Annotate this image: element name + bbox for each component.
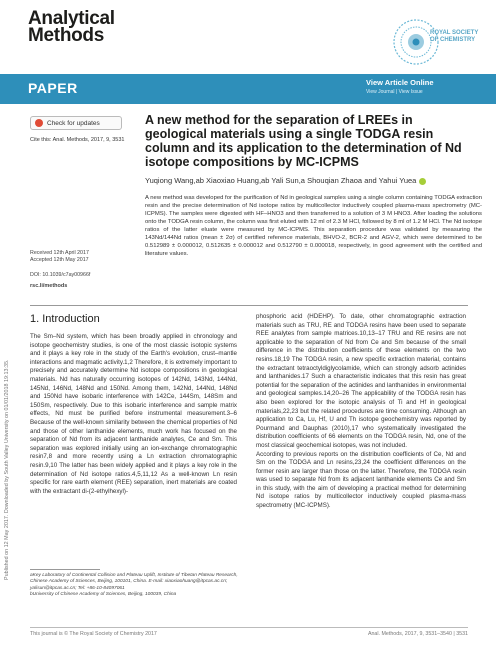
rsc-wordmark — [430, 30, 490, 44]
section-divider — [30, 305, 468, 306]
accepted-date: Accepted 12th May 2017 — [30, 257, 89, 263]
citation: Cite this: Anal. Methods, 2017, 9, 3531 — [30, 137, 125, 143]
download-watermark-text: Published on 12 May 2017. Downloaded by South Valley University on 01/01/2018 19:13:35. — [4, 359, 10, 580]
introduction-heading: 1. Introduction — [30, 313, 100, 325]
footnote-a: aKey Laboratory of Continental Collision and Plateau Uplift, Institute of Tibetan Plateau Research, Chinese Academy of Sciences, Beijing, 100101, China. E-mail: xiaoxiaohuang@itpcas.ac.cn; yalisun@itpcas.ac.cn; Tel: +86-10-84097061 — [30, 573, 238, 591]
body-column-right: phosphoric acid (HDEHP). To date, other chromatographic extraction materials such as TRU, RE and TODGA resins have been used to separate REE analytes from sample matrices.10,13–17 TRU and RE resins are not applicable to the separation of Nd from Ce and Sm because of the small difference in the distribution coefficients of these elements on the two resins.18,19 The TODGA resin, a new specific extraction material, contains the extractant tetraoctyldiglycolamide, which can strongly adsorb actinides and lanthanides.17 Such a characteristic indicates that this resin has great potential for the separation of the actinides and lanthanides in environmental and geological samples.14,20–26 The applicability of the TODGA resin has also been explored for the isotopic analysis of Ti and Hf in geological materials,22,23 but the related procedures are time consuming. Although an application to Ca, Lu, Hf, U and Th isotope geochemistry was reported by Pourmand and Dauphas (2010),17 who systematically investigated the distribution coefficients of 66 elements on the TODGA resin, Nd, one of the most classical geochemical isotopes, was not included. According to previous reports on the distribution coefficients of Ce, Nd and Sm on the TODGA and Ln resins,23,24 the coefficient differences on the former resin are larger than those on the latter. Therefore, the TODGA resin was used to separate Nd from its adjacent lanthanide elements Ce and Sm in this study, with the aim of developing a practical method for determining Nd isotope ratios by multicollector inductively coupled plasma-mass spectrometry (MC-ICPMS). — [256, 313, 466, 510]
footer-rule — [30, 627, 468, 628]
body-column-left: The Sm–Nd system, which has been broadly applied in chronology and isotope geochemistry studies, is one of the most classic isotopic systems and it plays a key role in the study of the Earth's evolution, crust–mantle interactions and magmatic activity.1,2 Therefore, it is extremely important to precisely and accurately determine Nd isotope compositions in geological materials. Nd has naturally occurring isotopes of 142Nd, 143Nd, 144Nd, 145Nd, 146Nd, 148Nd and 150Nd. Among them, 142Nd, 144Nd, 148Nd and 150Nd have isobaric interference with 142Ce, 144Sm, 148Sm and 150Sm, respectively. Due to this isobaric interference and sample matrix effects, Nd must be purified before instrumental measurement.3–6 Because of the well-known similarity between the chemical properties of Nd and those of other lanthanide elements, much work has focused on the separation of Nd from its adjacent lanthanide analytes, Ce and Sm. This separation was explored initially using an ion-exchange chromatographic resin7,8 and more recently using a Ln extraction chromatographic resin.9,10 The latter has been widely applied and it plays a key role in the determination of Nd isotope ratios.4,5,11,12 As a well-known Ln resin specific for rare earth element (REE) separation, inert materials are coated with the extractant di-(2-ethylhexyl)- — [30, 333, 237, 495]
update-check-icon — [35, 119, 43, 127]
rsc-line1: ROYAL SOCIETY — [430, 30, 479, 36]
author-list — [145, 176, 485, 185]
affiliation-footnotes — [30, 573, 240, 599]
journal-title-line2: Methods — [28, 25, 105, 46]
doi-link[interactable]: DOI: 10.1039/c7ay00966f — [30, 272, 91, 278]
check-for-updates-button[interactable] — [30, 116, 122, 130]
authors-text: Yuqiong Wang,ab Xiaoxiao Huang,ab Yali Sun,a Shouqian Zhaoa and Yahui Yuea — [145, 176, 417, 185]
paper-label: PAPER — [28, 80, 78, 96]
view-journal-issue-links[interactable]: View Journal | View Issue — [366, 89, 423, 95]
footer-copyright: This journal is © The Royal Society of Chemistry 2017 — [30, 631, 157, 637]
abstract: A new method was developed for the purification of Nd in geological samples using a single column containing TODGA extraction resin and the precise determination of Nd isotope ratios by multicollector inductively coupled plasma-mass spectrometry (MC-ICPMS). The samples were digested with HF–HNO3 and then transferred to a solution of 3 M HNO3. After loading the solutions onto the TODGA resin column, the column was first eluted with 12 ml of 2.3 M HCl, followed by 8 ml of 1.2 M HCl. The Nd isotope ratios of the latter eluate were measured by MC-ICPMS. This separation procedure was validated by measuring the 143Nd/144Nd ratios (mean ± 2σ) of certified reference materials, BHVO-2, BCR-2 and AGV-2, which were determined to be 0.512989 ± 0.000012, 0.512635 ± 0.000012 and 0.512790 ± 0.000018, respectively, in good agreement with the certified and literature values. — [145, 195, 482, 257]
download-watermark — [4, 150, 14, 580]
footer-page-info: Anal. Methods, 2017, 9, 3531–3540 | 3531 — [367, 631, 468, 637]
rsc-line2: OF CHEMISTRY — [430, 37, 476, 43]
journal-short-link[interactable]: rsc.li/methods — [30, 283, 68, 289]
orcid-icon[interactable] — [419, 178, 426, 185]
view-article-online-link[interactable]: View Article Online — [366, 78, 434, 87]
footnote-rule — [30, 569, 100, 570]
journal-title-line1: Analytical — [28, 8, 115, 29]
article-dates — [30, 250, 135, 264]
journal-title — [28, 10, 168, 44]
footnote-b: bUniversity of Chinese Academy of Sciences, Beijing, 100039, China — [30, 592, 177, 598]
article-title: A new method for the separation of LREEs in geological materials using a single TODGA resin column and its application to the determination of Nd isotope compositions by MC-ICPMS — [145, 113, 462, 169]
received-date: Received 12th April 2017 — [30, 250, 89, 256]
check-for-updates-label: Check for updates — [47, 119, 100, 127]
